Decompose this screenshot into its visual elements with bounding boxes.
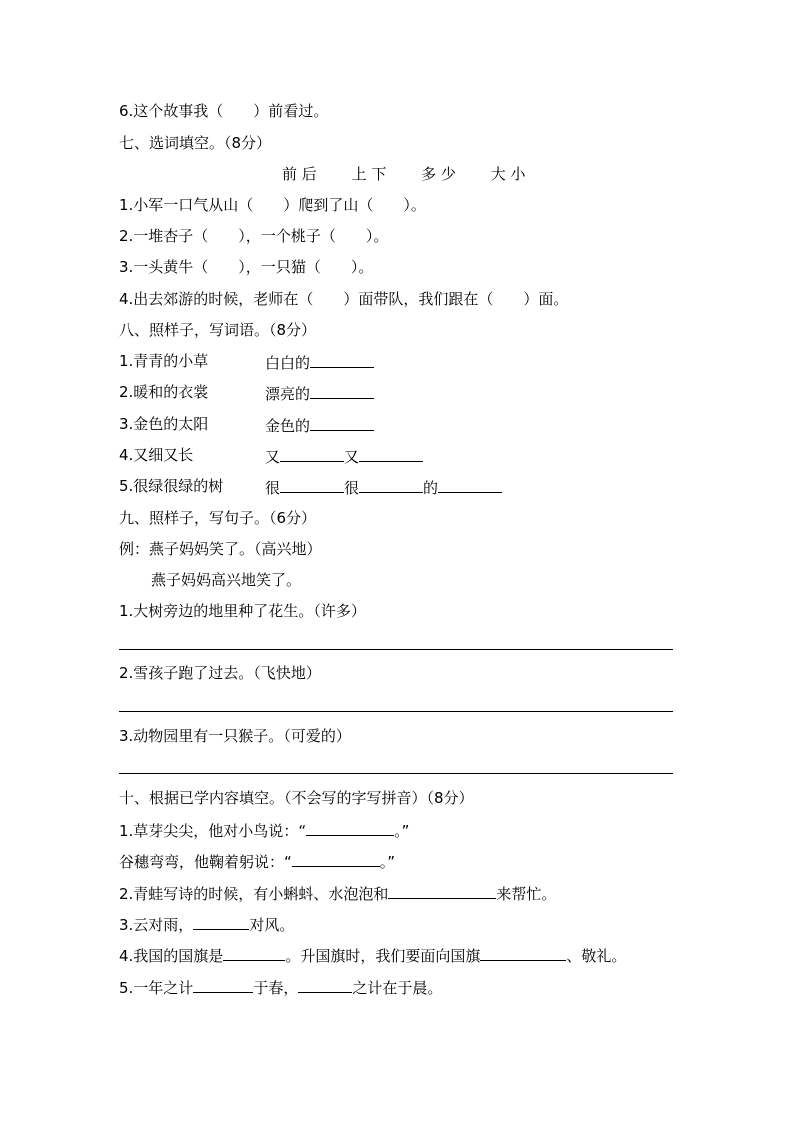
section-8-example-1: 1.青青的小草 bbox=[119, 352, 209, 370]
answer-blank[interactable] bbox=[480, 944, 566, 961]
prompt-text: 于春， bbox=[253, 979, 299, 997]
answer-blank[interactable] bbox=[359, 476, 423, 493]
section-9-example-answer: 燕子妈妈高兴地笑了。 bbox=[151, 571, 302, 589]
prompt-text: 。” bbox=[379, 853, 396, 871]
section-10-item-3 bbox=[119, 913, 294, 933]
word-bank-item: 前 后 bbox=[282, 165, 317, 183]
answer-line[interactable] bbox=[119, 773, 673, 774]
prompt-text: 3.云对雨， bbox=[119, 916, 194, 934]
prompt-text: 。” bbox=[394, 822, 410, 840]
prompt-text: 白白的 bbox=[265, 354, 311, 372]
word-bank-item: 大 小 bbox=[490, 165, 526, 183]
section-8-answer-2 bbox=[265, 382, 374, 402]
answer-blank[interactable] bbox=[298, 976, 352, 993]
word-bank bbox=[282, 164, 555, 184]
question-6: 6.这个故事我（ ）前看过。 bbox=[119, 102, 329, 120]
section-10-item-4 bbox=[119, 944, 626, 964]
answer-blank[interactable] bbox=[280, 445, 344, 462]
answer-blank[interactable] bbox=[438, 476, 502, 493]
prompt-text: 5.一年之计 bbox=[119, 979, 194, 997]
section-9-item-3: 3.动物园里有一只猴子。（可爱的） bbox=[119, 727, 351, 745]
answer-blank[interactable] bbox=[292, 850, 380, 867]
section-10-item-1b bbox=[119, 850, 395, 870]
section-7-item-1: 1.小军一口气从山（ ）爬到了山（ ）。 bbox=[119, 196, 426, 214]
section-10-item-1a bbox=[119, 819, 409, 839]
answer-blank[interactable] bbox=[310, 351, 374, 368]
answer-blank[interactable] bbox=[223, 944, 285, 961]
section-7-item-3: 3.一头黄牛（ ），一只猫（ ）。 bbox=[119, 258, 374, 276]
prompt-text: 很 bbox=[344, 479, 360, 497]
word-bank-item: 上 下 bbox=[351, 165, 387, 183]
section-8-answer-1 bbox=[265, 351, 374, 371]
section-10-title: 十、根据已学内容填空。（不会写的字写拼音）（8分） bbox=[119, 789, 474, 807]
section-8-title: 八、照样子，写词语。（8分） bbox=[119, 321, 317, 339]
answer-blank[interactable] bbox=[359, 445, 423, 462]
section-8-example-2: 2.暖和的衣裳 bbox=[119, 383, 209, 401]
prompt-text: 又 bbox=[344, 448, 360, 466]
section-8-answer-4 bbox=[265, 445, 423, 465]
section-8-example-5: 5.很绿很绿的树 bbox=[119, 477, 224, 495]
answer-blank[interactable] bbox=[193, 913, 249, 930]
prompt-text: 又 bbox=[265, 448, 281, 466]
section-8-answer-3 bbox=[265, 414, 374, 434]
prompt-text: 来帮忙。 bbox=[496, 885, 557, 903]
section-7-item-4: 4.出去郊游的时候，老师在（ ）面带队，我们跟在（ ）面。 bbox=[119, 290, 569, 308]
prompt-text: 谷穗弯弯，他鞠着躬说：“ bbox=[119, 853, 292, 871]
section-7-item-2: 2.一堆杏子（ ），一个桃子（ ）。 bbox=[119, 227, 389, 245]
prompt-text: 2.青蛙写诗的时候，有小蝌蚪、水泡泡和 bbox=[119, 885, 389, 903]
prompt-text: 漂亮的 bbox=[265, 385, 311, 403]
prompt-text: 很 bbox=[265, 479, 281, 497]
prompt-text: 。升国旗时，我们要面向国旗 bbox=[285, 947, 481, 965]
answer-blank[interactable] bbox=[310, 382, 374, 399]
section-9-item-1: 1.大树旁边的地里种了花生。（许多） bbox=[119, 602, 366, 620]
answer-line[interactable] bbox=[119, 711, 673, 712]
prompt-text: 金色的 bbox=[265, 417, 311, 435]
answer-line[interactable] bbox=[119, 649, 673, 650]
word-bank-item: 多 少 bbox=[421, 165, 456, 183]
prompt-text: 对风。 bbox=[249, 916, 295, 934]
answer-blank[interactable] bbox=[306, 819, 394, 836]
section-7-title: 七、选词填空。（8分） bbox=[119, 134, 272, 152]
answer-blank[interactable] bbox=[193, 976, 253, 993]
section-10-item-5 bbox=[119, 976, 442, 996]
section-8-example-3: 3.金色的太阳 bbox=[119, 415, 209, 433]
section-9-item-2: 2.雪孩子跑了过去。（飞快地） bbox=[119, 664, 321, 682]
prompt-text: 1.草芽尖尖，他对小鸟说：“ bbox=[119, 822, 307, 840]
answer-blank[interactable] bbox=[280, 476, 344, 493]
prompt-text: 4.我国的国旗是 bbox=[119, 947, 224, 965]
section-8-answer-5 bbox=[265, 476, 502, 496]
prompt-text: 、敬礼。 bbox=[566, 947, 627, 965]
section-9-title: 九、照样子，写句子。（6分） bbox=[119, 509, 317, 527]
section-8-example-4: 4.又细又长 bbox=[119, 446, 194, 464]
section-9-example: 例：燕子妈妈笑了。（高兴地） bbox=[119, 540, 322, 558]
section-10-item-2 bbox=[119, 882, 556, 902]
answer-blank[interactable] bbox=[388, 882, 496, 899]
prompt-text: 之计在于晨。 bbox=[352, 979, 443, 997]
answer-blank[interactable] bbox=[310, 414, 374, 431]
prompt-text: 的 bbox=[423, 479, 439, 497]
